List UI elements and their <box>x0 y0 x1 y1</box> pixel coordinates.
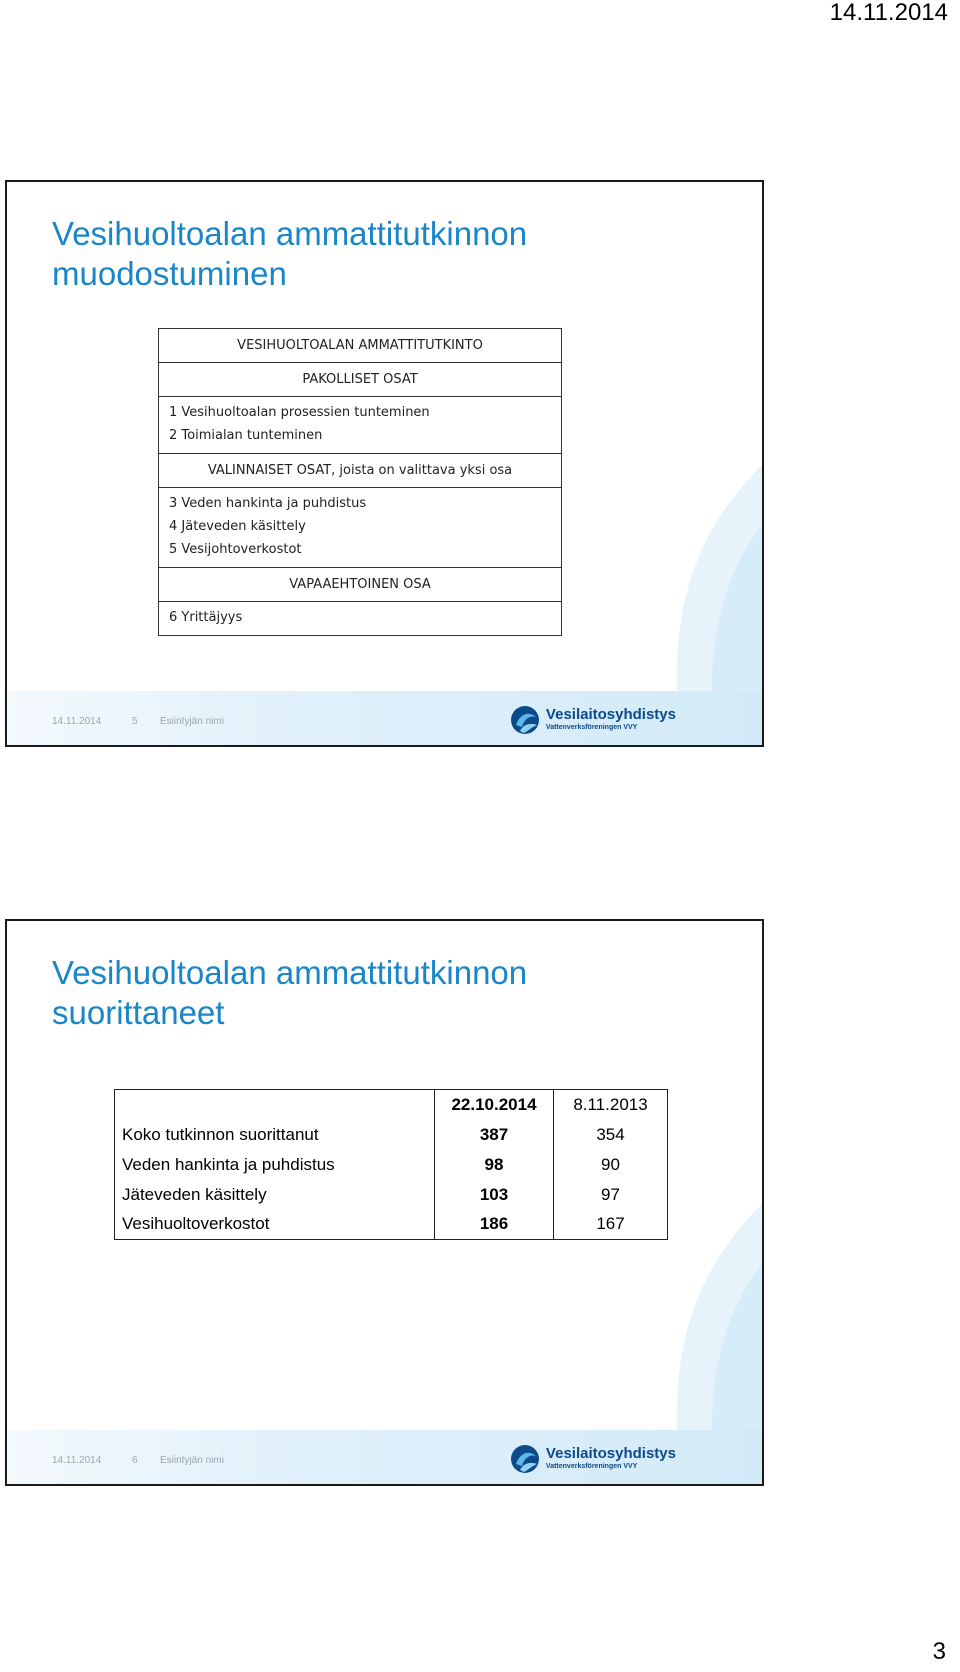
table-cell: 186 <box>435 1210 554 1240</box>
list-item: 4 Jäteveden käsittely <box>169 519 306 534</box>
slide-structure <box>5 180 764 747</box>
table-row <box>115 1150 668 1180</box>
slide-footer <box>7 1430 762 1484</box>
table-cell: 103 <box>435 1180 554 1210</box>
optional-list <box>159 488 561 568</box>
table-header-cell <box>115 1090 435 1120</box>
title-line: Vesihuoltoalan ammattitutkinnon <box>52 954 528 991</box>
title-line: Vesihuoltoalan ammattitutkinnon <box>52 215 528 252</box>
slide-footer <box>7 691 762 745</box>
table-cell: Koko tutkinnon suorittanut <box>115 1120 435 1150</box>
footer-slide-number: 5 <box>132 716 138 727</box>
mandatory-list <box>159 397 561 454</box>
optional-header: VALINNAISET OSAT, joista on valittava yksi osa <box>159 454 561 488</box>
footer-date: 14.11.2014 <box>52 716 102 727</box>
logo-sub-text: Vattenverksföreningen VVY <box>545 723 638 731</box>
footer-text <box>52 716 224 727</box>
mandatory-header: PAKOLLISET OSAT <box>159 363 561 397</box>
water-drop-logo-icon <box>510 703 540 735</box>
logo-main-text: Vesilaitosyhdistys <box>545 1444 676 1462</box>
footer-presenter: Esiintyjän nimi <box>160 1455 224 1466</box>
table-row <box>115 1210 668 1240</box>
table-cell: 90 <box>554 1150 668 1180</box>
list-item: 6 Yrittäjyys <box>169 610 243 625</box>
title-line: muodostuminen <box>52 255 287 292</box>
table-header-row <box>115 1090 668 1120</box>
qualification-structure-table <box>158 328 562 636</box>
table-header-cell: 8.11.2013 <box>554 1090 668 1120</box>
table-cell: 354 <box>554 1120 668 1150</box>
table-cell: 387 <box>435 1120 554 1150</box>
table-header-cell: 22.10.2014 <box>435 1090 554 1120</box>
page-number: 3 <box>932 1638 946 1665</box>
table-cell: Veden hankinta ja puhdistus <box>115 1150 435 1180</box>
table-row <box>115 1180 668 1210</box>
footer-text <box>52 1455 224 1466</box>
list-item: 2 Toimialan tunteminen <box>169 428 323 443</box>
slide-title <box>52 953 652 1033</box>
table-cell: 98 <box>435 1150 554 1180</box>
footer-slide-number: 6 <box>132 1455 138 1466</box>
table-cell: Jäteveden käsittely <box>115 1180 435 1210</box>
logo-main-text: Vesilaitosyhdistys <box>545 705 676 723</box>
slide-graduates <box>5 919 764 1486</box>
vvy-logo <box>510 1442 676 1474</box>
water-drop-logo-icon <box>510 1442 540 1474</box>
table-cell: 167 <box>554 1210 668 1240</box>
list-item: 5 Vesijohtoverkostot <box>169 542 302 557</box>
table-cell: Vesihuoltoverkostot <box>115 1210 435 1240</box>
footer-presenter: Esiintyjän nimi <box>160 716 224 727</box>
slide-title <box>52 214 652 294</box>
voluntary-list <box>159 602 561 635</box>
list-item: 3 Veden hankinta ja puhdistus <box>169 496 367 511</box>
voluntary-header: VAPAAEHTOINEN OSA <box>159 568 561 602</box>
table-row <box>115 1120 668 1150</box>
logo-sub-text: Vattenverksföreningen VVY <box>545 1462 638 1470</box>
graduates-table <box>114 1089 668 1240</box>
title-line: suorittaneet <box>52 994 225 1031</box>
structure-title: VESIHUOLTOALAN AMMATTITUTKINTO <box>159 329 561 363</box>
table-cell: 97 <box>554 1180 668 1210</box>
page-date: 14.11.2014 <box>829 0 948 26</box>
footer-date: 14.11.2014 <box>52 1455 102 1466</box>
vvy-logo <box>510 703 676 735</box>
list-item: 1 Vesihuoltoalan prosessien tunteminen <box>169 405 430 420</box>
